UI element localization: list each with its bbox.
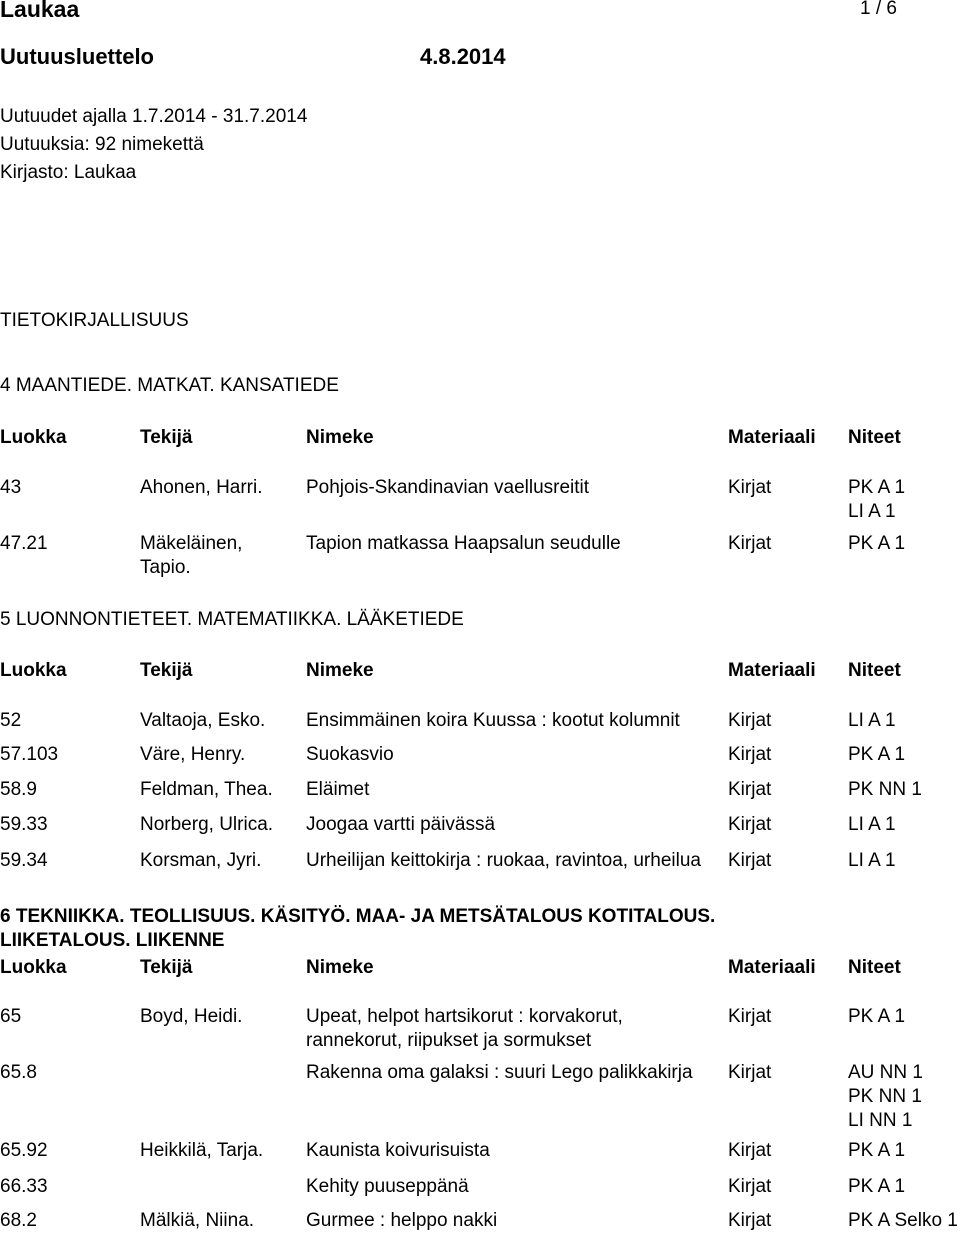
cell-materiaali: Kirjat [728,850,772,871]
library-line: Kirjasto: Laukaa [0,162,137,183]
cell-luokka: 58.9 [0,779,37,800]
cell-nimeke: Rakenna oma galaksi : suuri Lego palikkakirja [306,1062,693,1083]
cell-materiaali: Kirjat [728,814,772,835]
cell-nimeke: Urheilijan keittokirja : ruokaa, ravintoa, urheilua [306,850,701,871]
cell-materiaali: Kirjat [728,1006,772,1027]
cell-nimeke: Upeat, helpot hartsikorut : korvakorut, rannekorut, riipukset ja sormukset [306,1006,623,1051]
cell-luokka: 59.33 [0,814,48,835]
cell-tekija: Mälkiä, Niina. [140,1210,255,1231]
cell-nimeke: Tapion matkassa Haapsalun seudulle [306,533,621,554]
cell-materiaali: Kirjat [728,779,772,800]
page-number: 1 / 6 [860,0,897,19]
cell-materiaali: Kirjat [728,1062,772,1083]
cell-materiaali: Kirjat [728,477,772,498]
cell-niteet: LI A 1 [848,814,896,835]
library-name: Laukaa [0,0,80,22]
cell-tekija: Feldman, Thea. [140,779,273,800]
column-header-luokka: Luokka [0,660,67,681]
cell-tekija: Valtaoja, Esko. [140,710,266,731]
cell-niteet: AU NN 1 PK NN 1 LI NN 1 [848,1062,923,1131]
cell-luokka: 65 [0,1006,22,1027]
cell-tekija: Korsman, Jyri. [140,850,262,871]
column-header-nimeke: Nimeke [306,957,374,978]
cell-nimeke: Kaunista koivurisuista [306,1140,490,1161]
cell-luokka: 68.2 [0,1210,37,1231]
cell-tekija: Ahonen, Harri. [140,477,263,498]
list-date: 4.8.2014 [420,44,506,69]
section-title: 6 TEKNIIKKA. TEOLLISUUS. KÄSITYÖ. MAA- JA METSÄTALOUS KOTITALOUS. LIIKETALOUS. LIIKENNE [0,906,716,951]
column-header-niteet: Niteet [848,427,901,448]
section-title: 5 LUONNONTIETEET. MATEMATIIKKA. LÄÄKETIEDE [0,609,464,630]
cell-luokka: 52 [0,710,22,731]
period-line: Uutuudet ajalla 1.7.2014 - 31.7.2014 [0,106,308,127]
cell-luokka: 47.21 [0,533,48,554]
cell-luokka: 65.92 [0,1140,48,1161]
cell-niteet: PK A 1 [848,1176,906,1197]
cell-tekija: Boyd, Heidi. [140,1006,243,1027]
cell-niteet: LI A 1 [848,850,896,871]
cell-niteet: PK A 1 LI A 1 [848,477,906,522]
cell-tekija: Mäkeläinen, Tapio. [140,533,243,578]
column-header-tekija: Tekijä [140,957,193,978]
column-header-niteet: Niteet [848,660,901,681]
column-header-nimeke: Nimeke [306,660,374,681]
cell-nimeke: Joogaa vartti päivässä [306,814,496,835]
cell-nimeke: Ensimmäinen koira Kuussa : kootut kolumnit [306,710,680,731]
cell-materiaali: Kirjat [728,744,772,765]
cell-tekija: Heikkilä, Tarja. [140,1140,264,1161]
column-header-materiaali: Materiaali [728,957,816,978]
cell-materiaali: Kirjat [728,1140,772,1161]
cell-niteet: PK NN 1 [848,779,922,800]
category-title: TIETOKIRJALLISUUS [0,310,189,331]
cell-luokka: 59.34 [0,850,48,871]
cell-niteet: PK A 1 [848,744,906,765]
column-header-nimeke: Nimeke [306,427,374,448]
cell-niteet: PK A 1 [848,1006,906,1027]
cell-nimeke: Kehity puuseppänä [306,1176,469,1197]
cell-materiaali: Kirjat [728,533,772,554]
cell-nimeke: Gurmee : helppo nakki [306,1210,498,1231]
cell-materiaali: Kirjat [728,710,772,731]
column-header-tekija: Tekijä [140,427,193,448]
column-header-luokka: Luokka [0,427,67,448]
cell-luokka: 43 [0,477,22,498]
column-header-tekija: Tekijä [140,660,193,681]
list-title: Uutuusluettelo [0,44,154,69]
column-header-niteet: Niteet [848,957,901,978]
cell-nimeke: Pohjois-Skandinavian vaellusreitit [306,477,590,498]
section-title: 4 MAANTIEDE. MATKAT. KANSATIEDE [0,375,339,396]
cell-luokka: 65.8 [0,1062,37,1083]
cell-niteet: LI A 1 [848,710,896,731]
cell-luokka: 57.103 [0,744,59,765]
cell-niteet: PK A 1 [848,1140,906,1161]
column-header-materiaali: Materiaali [728,427,816,448]
cell-nimeke: Suokasvio [306,744,394,765]
count-line: Uutuuksia: 92 nimekettä [0,134,204,155]
cell-nimeke: Eläimet [306,779,370,800]
cell-niteet: PK A 1 [848,533,906,554]
column-header-luokka: Luokka [0,957,67,978]
column-header-materiaali: Materiaali [728,660,816,681]
cell-tekija: Väre, Henry. [140,744,246,765]
cell-materiaali: Kirjat [728,1176,772,1197]
cell-materiaali: Kirjat [728,1210,772,1231]
cell-luokka: 66.33 [0,1176,48,1197]
cell-tekija: Norberg, Ulrica. [140,814,274,835]
cell-niteet: PK A Selko 1 [848,1210,958,1231]
